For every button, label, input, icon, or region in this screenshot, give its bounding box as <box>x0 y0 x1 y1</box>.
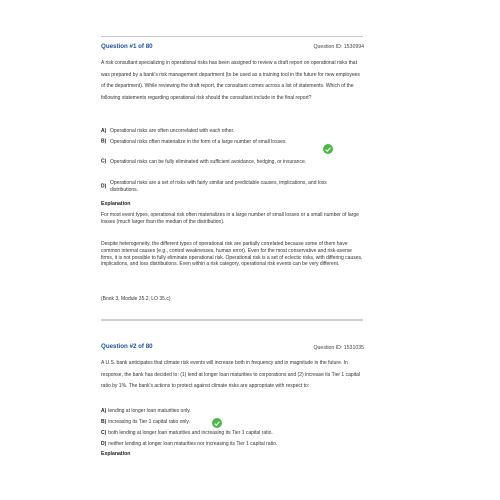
question-1-id: Question ID: 1530994 <box>313 44 364 50</box>
option-text: increasing its Tier 1 capital ratio only. <box>108 419 190 425</box>
question-2-option-b[interactable] <box>101 419 190 426</box>
question-1-option-c[interactable] <box>101 159 331 166</box>
option-letter: C) <box>101 158 107 165</box>
option-letter: B) <box>101 138 107 145</box>
option-letter: C) <box>101 430 107 436</box>
question-1-prompt: A risk consultant specializing in operational risks has been assigned to review a draft report on operational risks that was prepared by a bank's risk management department (to be used as a training tool in the future for new employees of the department). While reviewing the draft report, the consultant comes across a list of statements. Which of the following statements regarding operational risk should the consultant include in the final report? <box>101 60 360 101</box>
option-text: both lending at longer loan maturities and increasing its Tier 1 capital ratio. <box>108 430 273 436</box>
question-1-option-b[interactable] <box>101 139 327 146</box>
option-letter: A) <box>101 128 107 134</box>
question-1-title: Question #1 of 80 <box>101 43 153 50</box>
question-1-explanation-2: Despite heterogeneity, the different types of operational risk are partially correlated because some of them have common internal causes (e.g., control weaknesses, human error). Even for the most conservative and risk-averse firms, it is not possible to fully eliminate operational risk. Operational risk is a set of eclectic risks, with differing causes, implications, and loss distributions. Even within a risk category, operational risk events can be very different. <box>101 241 363 268</box>
question-2-id: Question ID: 1531035 <box>313 345 364 351</box>
question-2-option-d[interactable] <box>101 441 277 448</box>
top-divider <box>101 36 363 37</box>
option-letter: B) <box>101 419 107 425</box>
option-text: Operational risks are often uncorrelated with each other. <box>110 128 235 134</box>
option-text: Operational risks can be fully eliminated with sufficient avoidance, hedging, or insurance. <box>110 159 307 165</box>
question-1-option-d[interactable] <box>101 180 331 194</box>
question-divider <box>101 319 363 321</box>
question-2-title: Question #2 of 80 <box>101 343 153 350</box>
question-2-prompt: A U.S. bank anticipates that climate risk events will increase both in frequency and in magnitude in the future. In response, the bank has decided to: (1) lend at longer loan maturities to corporations and (2) increase its Tier 1 capital ratio by 1%. The bank's actions to protect against climate risks are appropriate with respect to: <box>101 360 361 390</box>
option-text: Operational risks are a set of risks with fairly similar and predictable causes, implications, and loss distributions. <box>110 180 327 193</box>
question-1-explanation-1: For most event types, operational risk often materializes in a large number of small losses or a small number of large losses (much larger than the median of the distribution). <box>101 212 359 225</box>
question-1-explanation-heading: Explanation <box>101 201 131 207</box>
question-1-reference: (Book 3, Module 35.2, LO 35.c) <box>101 296 171 302</box>
check-circle-icon <box>212 418 222 428</box>
option-letter: D) <box>101 441 107 447</box>
option-text: Operational risks often materialize in the form of a large number of small losses. <box>110 139 287 145</box>
question-2-explanation-heading: Explanation <box>101 451 131 457</box>
question-2-option-c[interactable] <box>101 430 273 437</box>
check-circle-icon <box>323 144 333 154</box>
question-1-option-a[interactable] <box>101 128 331 135</box>
option-text: neither lending at longer loan maturities nor increasing its Tier 1 capital ratio. <box>108 441 278 447</box>
option-letter: A) <box>101 408 107 414</box>
option-text: lending at longer loan maturities only. <box>108 408 191 414</box>
question-2-option-a[interactable] <box>101 408 191 415</box>
option-letter: D) <box>101 183 107 190</box>
